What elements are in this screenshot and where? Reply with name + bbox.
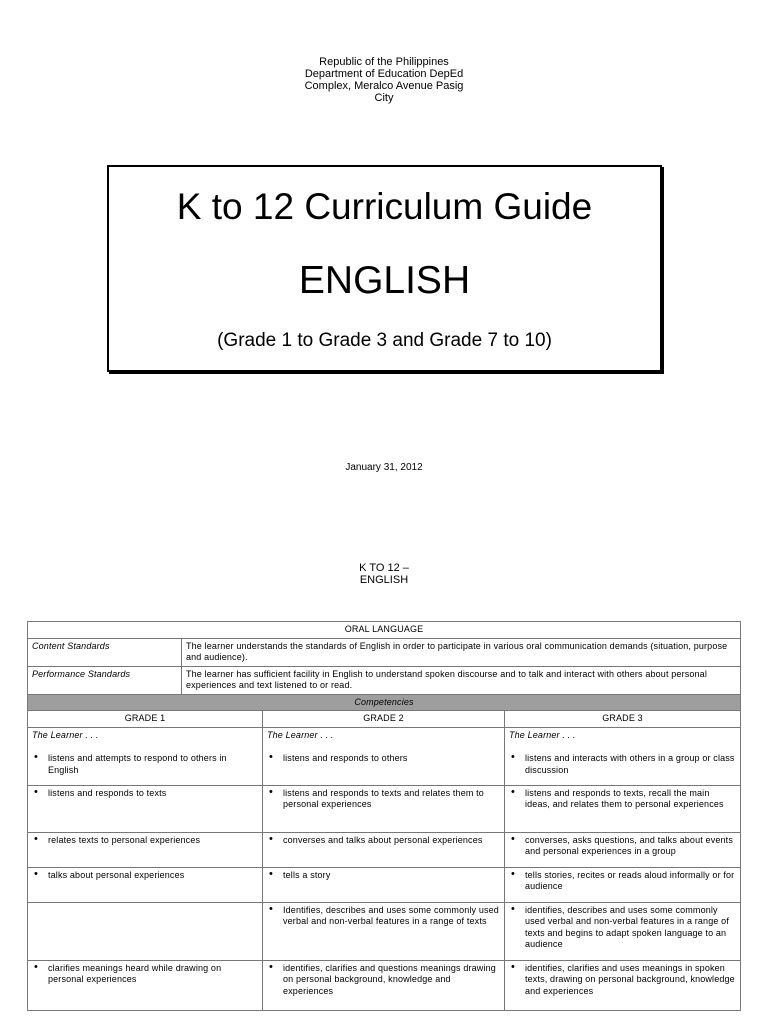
section-heading-line: ENGLISH [359,574,409,586]
competency-item: • converses and talks about personal experiences [267,835,500,847]
competency-cell [505,785,741,832]
learner-label: The Learner . . . [509,729,576,740]
competency-item: • listens and responds to texts [32,788,258,800]
competency-item: • talks about personal experiences [32,870,258,882]
grade-header: GRADE 2 [263,711,505,728]
table-row [28,711,741,728]
curriculum-table [27,621,741,1011]
competency-cell [28,902,263,960]
competency-cell [505,960,741,1010]
learner-label: The Learner . . . [267,729,334,740]
competency-cell [28,832,263,867]
content-standards-label: Content Standards [28,638,182,666]
header-line: Republic of the Philippines [319,56,449,68]
header-line: City [374,92,394,104]
competency-cell [263,867,505,902]
competency-item: • tells stories, recites or reads aloud informally or for audience [509,870,736,893]
performance-standards-label: Performance Standards [28,666,182,694]
header-line: Complex, Meralco Avenue Pasig [304,80,464,92]
domain-heading: ORAL LANGUAGE [28,622,741,639]
section-heading-line: K TO 12 – [359,562,409,574]
agency-header [0,56,768,104]
table-row [28,867,741,902]
grade-range: (Grade 1 to Grade 3 and Grade 7 to 10) [217,330,552,351]
competency-cell [28,727,263,785]
competency-cell [263,785,505,832]
competency-cell [28,960,263,1010]
competency-item: • relates texts to personal experiences [32,835,258,847]
grade-header: GRADE 1 [28,711,263,728]
section-heading [0,562,768,586]
competency-cell [263,902,505,960]
competency-cell [505,867,741,902]
competency-cell [505,727,741,785]
competency-item: • listens and responds to texts, recall the main ideas, and relates them to personal experiences [509,788,736,811]
learner-label: The Learner . . . [32,729,99,740]
document-title: K to 12 Curriculum Guide [176,186,593,227]
competency-item: • listens and attempts to respond to others in English [32,753,258,776]
title-box [107,165,662,372]
competency-item: • identifies, describes and uses some commonly used verbal and non-verbal features in a range of texts and begins to adapt spoken language to an audience [509,905,736,951]
table-row [28,727,741,785]
competency-cell [263,727,505,785]
competencies-heading: Competencies [28,694,741,711]
competency-item: • Identifies, describes and uses some commonly used verbal and non-verbal features in a range of texts [267,905,500,928]
competency-item: • listens and responds to texts and relates them to personal experiences [267,788,500,811]
content-standards-text: The learner understands the standards of English in order to participate in various oral communication demands (situation, purpose and audience). [182,638,741,666]
competency-cell [505,832,741,867]
table-row [28,902,741,960]
table-row [28,622,741,639]
header-line: Department of Education DepEd [304,68,464,80]
table-row [28,638,741,666]
document-date: January 31, 2012 [345,462,423,473]
competency-item: • listens and responds to others [267,753,500,765]
competency-cell [28,867,263,902]
subject-title: ENGLISH [298,259,471,302]
competency-item: • identifies, clarifies and questions meanings drawing on personal background, knowledge and experiences [267,963,500,998]
table-row [28,666,741,694]
competency-item: • identifies, clarifies and uses meanings in spoken texts, drawing on personal background, knowledge and experiences [509,963,736,998]
table-row [28,832,741,867]
table-row [28,960,741,1010]
competency-cell [28,785,263,832]
competency-item: • clarifies meanings heard while drawing on personal experiences [32,963,258,986]
competency-item: • listens and interacts with others in a group or class discussion [509,753,736,776]
table-row [28,785,741,832]
competency-item: • tells a story [267,870,500,882]
performance-standards-text: The learner has sufficient facility in English to understand spoken discourse and to talk and interact with others about personal experiences and text listened to or read. [182,666,741,694]
competency-cell [263,832,505,867]
competency-item: • converses, asks questions, and talks about events and personal experiences in a group [509,835,736,858]
table-row [28,694,741,711]
competency-cell [505,902,741,960]
competency-cell [263,960,505,1010]
grade-header: GRADE 3 [505,711,741,728]
